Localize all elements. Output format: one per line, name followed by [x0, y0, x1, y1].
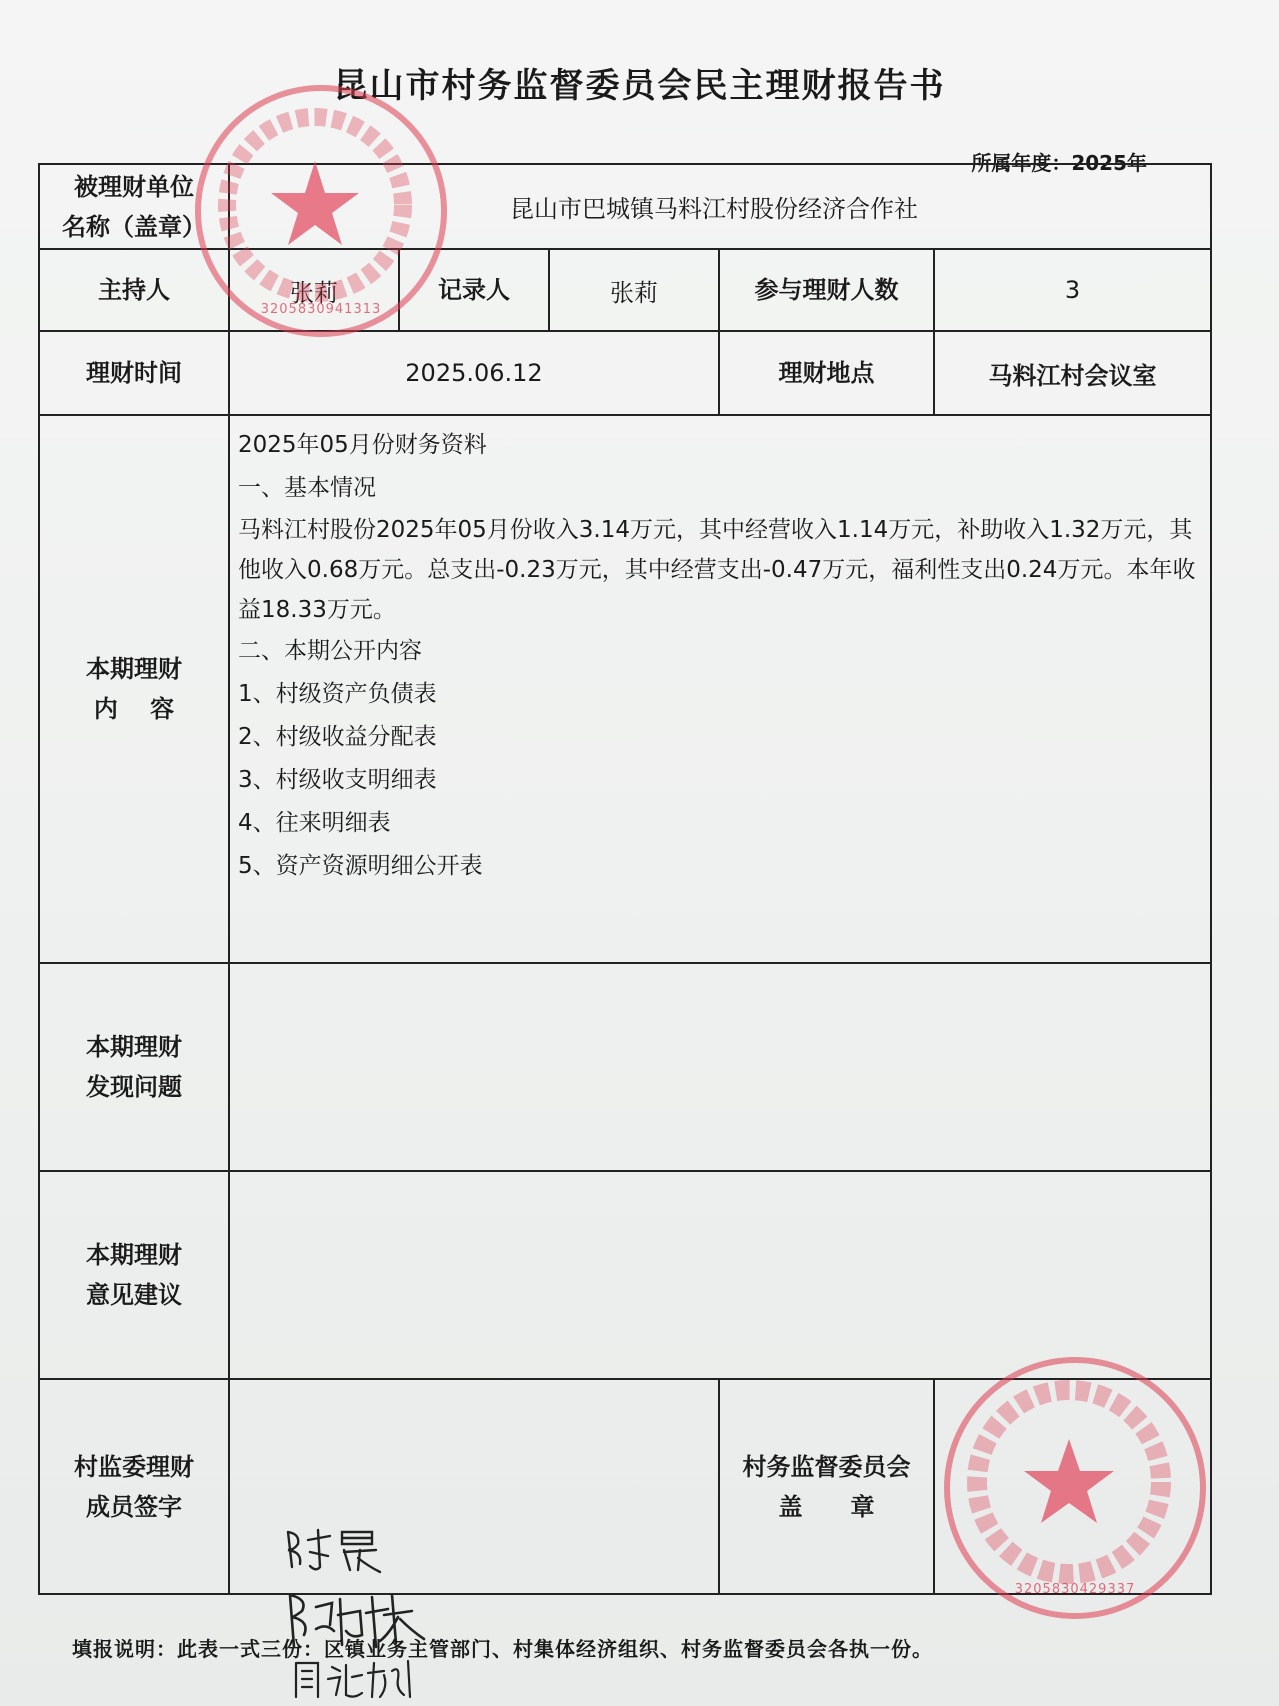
table-row	[39, 1171, 1211, 1379]
issues-body	[229, 963, 1211, 1171]
stamp-label-line-2: 盖 章	[778, 1492, 875, 1521]
table-row	[39, 249, 1211, 331]
recorder-value: 张莉	[549, 249, 719, 331]
handwritten-signature-1	[280, 1522, 390, 1577]
suggest-label-cell	[39, 1171, 229, 1379]
participants-value: 3	[934, 249, 1211, 331]
content-label-cell	[39, 415, 229, 963]
content-line: 2025年05月份财务资料	[238, 432, 487, 458]
place-value: 马料江村会议室	[934, 331, 1211, 415]
report-table	[38, 163, 1212, 1595]
sign-label-line-1: 村监委理财	[74, 1452, 194, 1481]
content-label-line-1: 本期理财	[86, 655, 182, 683]
seal-1-code: 3205830941313	[260, 302, 382, 317]
table-row	[39, 963, 1211, 1171]
content-line: 一、基本情况	[238, 475, 376, 501]
unit-value-cell	[229, 164, 1211, 249]
sign-label-cell	[39, 1379, 229, 1594]
seal-2-code: 3205830429337	[1014, 1582, 1136, 1597]
content-paragraph: 马料江村股份2025年05月份收入3.14万元，其中经营收入1.14万元，补助收入1.32万元，其他收入0.68万元。总支出-0.23万元，其中经营支出-0.47万元，福利性支出0.24万元。本年收益18.33万元。	[238, 517, 1196, 623]
unit-label-line-2: 名称（盖章）	[62, 212, 206, 241]
issues-label-line-2: 发现问题	[86, 1073, 182, 1101]
content-label-line-2: 内 容	[93, 695, 175, 723]
stamp-label-cell	[719, 1379, 934, 1594]
fiscal-year: 所属年度：2025年	[971, 151, 1147, 175]
issues-label-line-1: 本期理财	[86, 1033, 182, 1061]
signatures-cell	[229, 1379, 719, 1594]
stamp-label-line-1: 村务监督委员会	[742, 1452, 911, 1481]
content-line: 1、村级资产负债表	[238, 681, 437, 707]
sign-label-line-2: 成员签字	[86, 1492, 182, 1521]
suggest-label-line-2: 意见建议	[86, 1281, 182, 1309]
unit-label-line-1: 被理财单位	[74, 172, 194, 201]
stamp-cell	[934, 1379, 1211, 1594]
content-line: 5、资产资源明细公开表	[238, 853, 483, 879]
table-row	[39, 331, 1211, 415]
host-label: 主持人	[39, 249, 229, 331]
content-line: 二、本期公开内容	[238, 638, 422, 664]
time-value: 2025.06.12	[229, 331, 719, 415]
footer-note: 填报说明：此表一式三份：区镇业务主管部门、村集体经济组织、村务监督委员会各执一份。	[72, 1637, 933, 1661]
place-label: 理财地点	[719, 331, 934, 415]
content-body	[229, 415, 1211, 963]
content-line: 4、往来明细表	[238, 810, 391, 836]
issues-label-cell	[39, 963, 229, 1171]
page-title: 昆山市村务监督委员会民主理财报告书	[333, 66, 946, 106]
suggest-body	[229, 1171, 1211, 1379]
table-row	[39, 1379, 1211, 1594]
recorder-label: 记录人	[399, 249, 549, 331]
unit-name: 昆山市巴城镇马料江村股份经济合作社	[510, 195, 918, 223]
unit-label-cell	[39, 164, 229, 249]
table-row	[39, 415, 1211, 963]
time-label: 理财时间	[39, 331, 229, 415]
content-line: 2、村级收益分配表	[238, 724, 437, 750]
table-row	[39, 164, 1211, 249]
host-value: 张莉	[229, 249, 399, 331]
handwritten-signature-3	[288, 1657, 418, 1702]
participants-label: 参与理财人数	[719, 249, 934, 331]
content-line: 3、村级收支明细表	[238, 767, 437, 793]
suggest-label-line-1: 本期理财	[86, 1241, 182, 1269]
